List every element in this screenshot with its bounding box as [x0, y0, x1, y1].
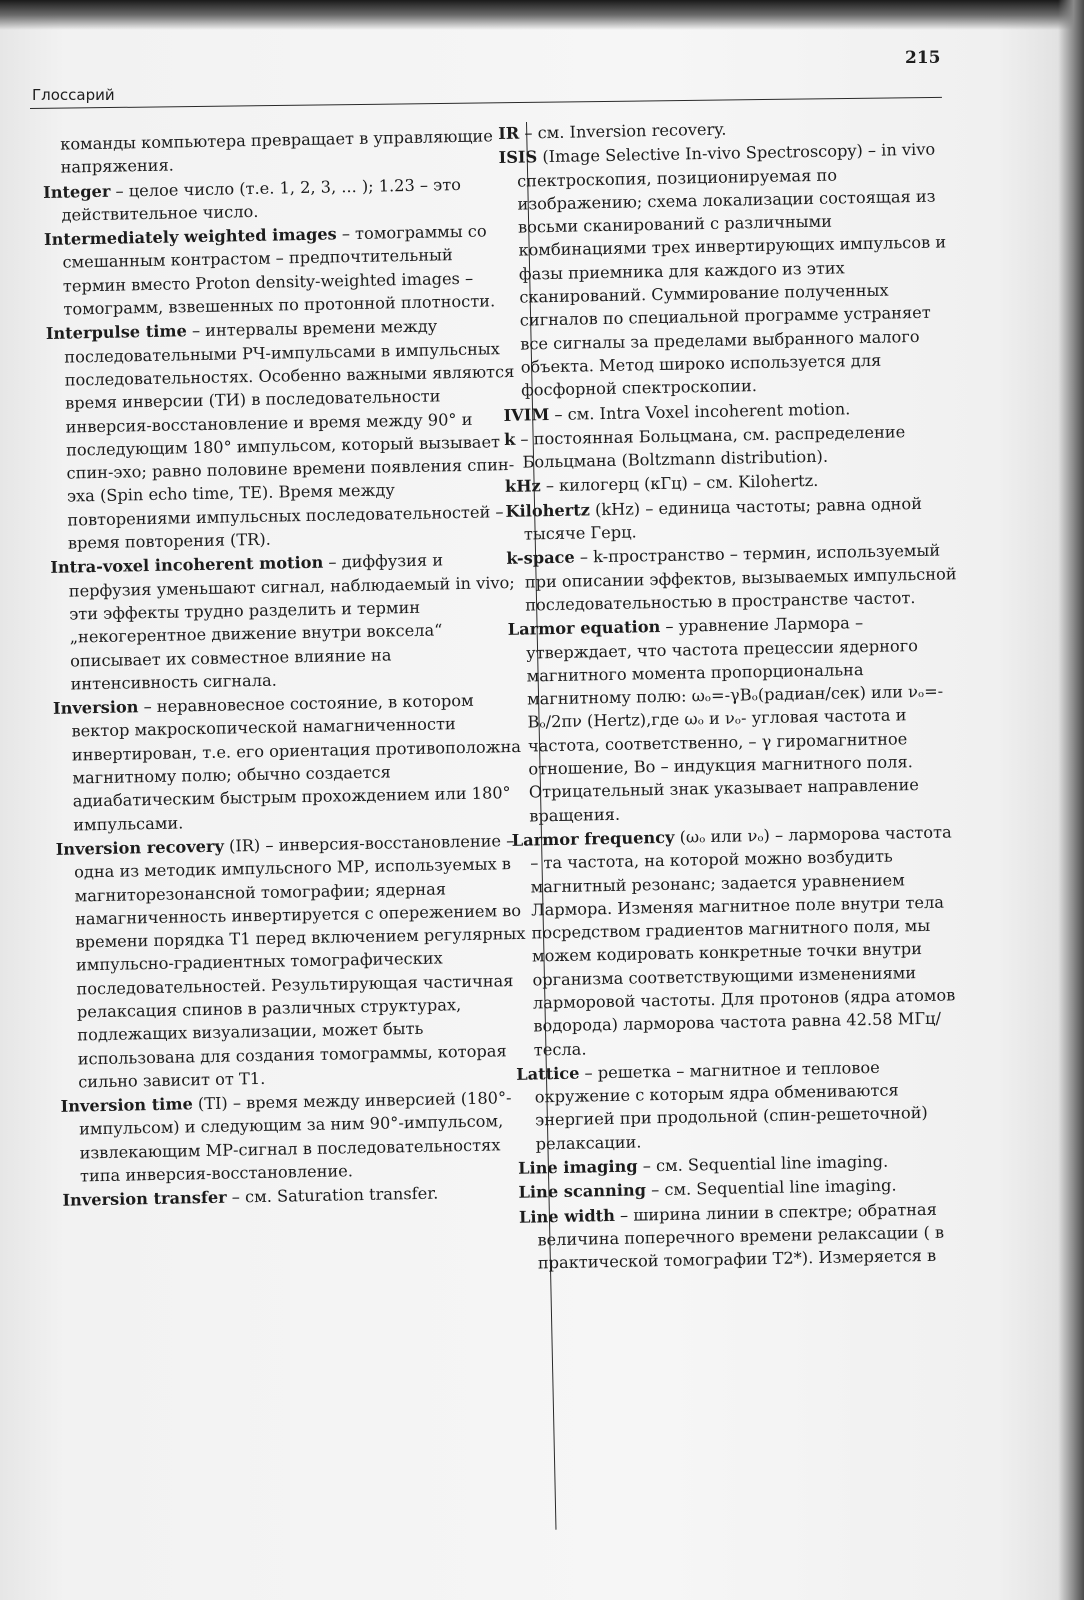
glossary-entry — [56, 829, 531, 1094]
right-column — [498, 113, 970, 1276]
glossary-entry — [44, 219, 516, 321]
left-column — [42, 124, 533, 1213]
glossary-term: Line imaging — [517, 1156, 638, 1178]
glossary-term: Integer — [42, 181, 111, 202]
glossary-definition: – диффузия и перфузия уменьшают сигнал, наблюдаемый in vivo; эти эффекты трудно разделить и термин „некогерентное движение внутри воксела“ описывает их совместное влияние на интенсивность сигнала. — [68, 550, 515, 694]
glossary-term: Lattice — [516, 1063, 580, 1084]
glossary-term: k-space — [506, 547, 575, 569]
glossary-term: Intermediately weighted images — [43, 224, 337, 250]
glossary-definition: – постоянная Больцмана, см. распределение Больцмана (Boltzmann distribution). — [515, 422, 906, 472]
glossary-entry — [508, 610, 962, 828]
glossary-term: IR — [498, 123, 520, 143]
glossary-entry — [506, 539, 957, 618]
glossary-term: Inversion transfer — [62, 1188, 227, 1211]
glossary-entry — [53, 688, 526, 837]
glossary-definition: (TI) – время между инверсией (180°-импульсом) и следующим за ним 90°-импульсом, извлекающим МР-сигнал в последовательностях типа инверсия-восстановление. — [78, 1088, 512, 1186]
glossary-definition: – интервалы времени между последовательными РЧ-импульсами в импульсных последовательностях. Особенно важными являются время инверсии (ТИ) в последовательности инверсия-восстановление и время между 90° и последующим 180° импульсом, который вызывает спин-эхо; равно половине времени появления спин-эха (Spin echo time, ТЕ). Время между повторениями импульсных последовательностей – время повторения (TR). — [64, 316, 515, 553]
page-number: 215 — [905, 48, 941, 68]
glossary-term: Larmor equation — [507, 617, 661, 640]
glossary-entry — [505, 491, 956, 546]
glossary-definition: – см. Inversion recovery. — [519, 119, 727, 143]
glossary-definition: (ωₒ или νₒ) – ларморова частота – та частота, на которой можно возбудить магнитный резонанс; задается уравнением Лармора. Изменяя магнитное поле внутри тела посредством градиентов магнитного поля, мы можем кодировать конкретные точки внутри организма соответствующими изменениями ларморовой частоты. Для протонов (ядра атомов водорода) ларморова частота равна 42.58 МГц/тесла. — [530, 822, 956, 1060]
glossary-entry — [42, 124, 513, 180]
glossary-term: Kilohertz — [505, 500, 591, 521]
glossary-term: Inversion — [52, 697, 139, 719]
glossary-definition: – см. Sequential line imaging. — [637, 1151, 889, 1176]
glossary-term: kHz — [504, 476, 541, 497]
glossary-definition: – см. Intra Voxel incoherent motion. — [549, 398, 851, 424]
glossary-term: Interpulse time — [45, 321, 188, 344]
scan-shadow-top — [0, 0, 1084, 30]
scan-shadow-right — [1058, 0, 1084, 1600]
glossary-entry — [46, 313, 520, 555]
glossary-term: Inversion time — [60, 1094, 193, 1116]
glossary-definition: (kHz) – единица частоты; равна одной тысяче Герц. — [523, 493, 923, 544]
glossary-definition: – целое число (т.е. 1, 2, 3, ... ); 1.23 – это действительное число. — [61, 174, 462, 225]
glossary-entry — [516, 1054, 968, 1156]
glossary-definition: – решетка – магнитное и тепловое окружение с которым ядра обмениваются энергией при продольной (спин-решеточной) релаксации. — [534, 1057, 928, 1154]
glossary-definition: – ширина линии в спектре; обратная величина поперечного времени релаксации ( в практической томографии Т2*). Измеряется в — [537, 1199, 945, 1273]
glossary-term: Line scanning — [518, 1180, 647, 1203]
glossary-definition: – уравнение Лармора – утверждает, что частота прецессии ядерного магнитного момента пропорциональна магнитному полю: ωₒ=-γBₒ(радиан/сек) или νₒ=-Bₒ/2πν (Hertz),где ωₒ и νₒ- угловая частота и частота, соответственно, – γ гиромагнитное отношение, Во – индукция магнитного поля. Отрицательный знак указывает направление вращения. — [526, 613, 944, 826]
glossary-term: k — [503, 429, 516, 449]
glossary-definition: – неравновесное состояние, в котором вектор макроскопической намагниченности инвертирован, т.е. его ориентация противоположна магнитному полю; обычно создается адиабатическим быстрым прохождением или 180° импульсами. — [71, 690, 522, 835]
glossary-term: ISIS — [498, 147, 538, 168]
glossary-term: Line width — [518, 1205, 616, 1227]
glossary-entry — [60, 1086, 532, 1188]
glossary-entry — [512, 820, 966, 1062]
glossary-term: Inversion recovery — [55, 836, 225, 859]
glossary-term: IVIM — [503, 404, 550, 425]
glossary-entry — [43, 172, 514, 228]
glossary-term: Intra-voxel incoherent motion — [50, 553, 324, 578]
glossary-definition: – k-пространство – термин, используемый при описании эффектов, вызываемых импульсной последовательностью в пространстве частот. — [524, 540, 957, 615]
glossary-definition: – килогерц (кГц) – см. Kilohertz. — [540, 471, 819, 496]
glossary-term: Larmor frequency — [511, 827, 675, 850]
glossary-definition: – см. Sequential line imaging. — [645, 1175, 897, 1200]
glossary-definition: – см. Saturation transfer. — [226, 1183, 439, 1208]
glossary-definition: команды компьютера превращает в управляющие напряжения. — [60, 126, 494, 177]
glossary-entry — [50, 547, 523, 696]
running-head: Глоссарий — [32, 86, 115, 104]
glossary-entry — [504, 419, 955, 474]
glossary-entry — [498, 138, 953, 403]
glossary-definition: (Image Selective In-vivo Spectroscopy) – in vivo спектроскопия, позиционируемая по изображению; схема локализации состоящая из восьми сканирований с различными комбинациями трех инвертирующих импульсов и фазы приемника для каждого из этих сканирований. Суммирование полученных сигналов по специальной программе устраняет все сигналы за пределами выбранного малого объекта. Метод широко используется для фосфорной спектроскопии. — [516, 139, 947, 400]
glossary-definition: (IR) – инверсия-восстановление – одна из методик импульсного МР, используемых в магниторезонансной томографии; ядерная намагниченность инвертируется с опережением во времени порядка Т1 перед включением регулярных импульсно-градиентных томографических последовательностей. Результирующая частичная релаксация спинов в различных структурах, подлежащих визуализации, может быть использована для создания томограммы, которая сильно зависит от Т1. — [74, 830, 526, 1092]
glossary-entry — [519, 1197, 970, 1276]
glossary-definition: – томограммы со смешанным контрастом – предпочтительный термин вместо Proton density-weighted images – томограмм, взвешенных по протонной плотности. — [62, 221, 496, 319]
header-rule — [30, 97, 942, 109]
